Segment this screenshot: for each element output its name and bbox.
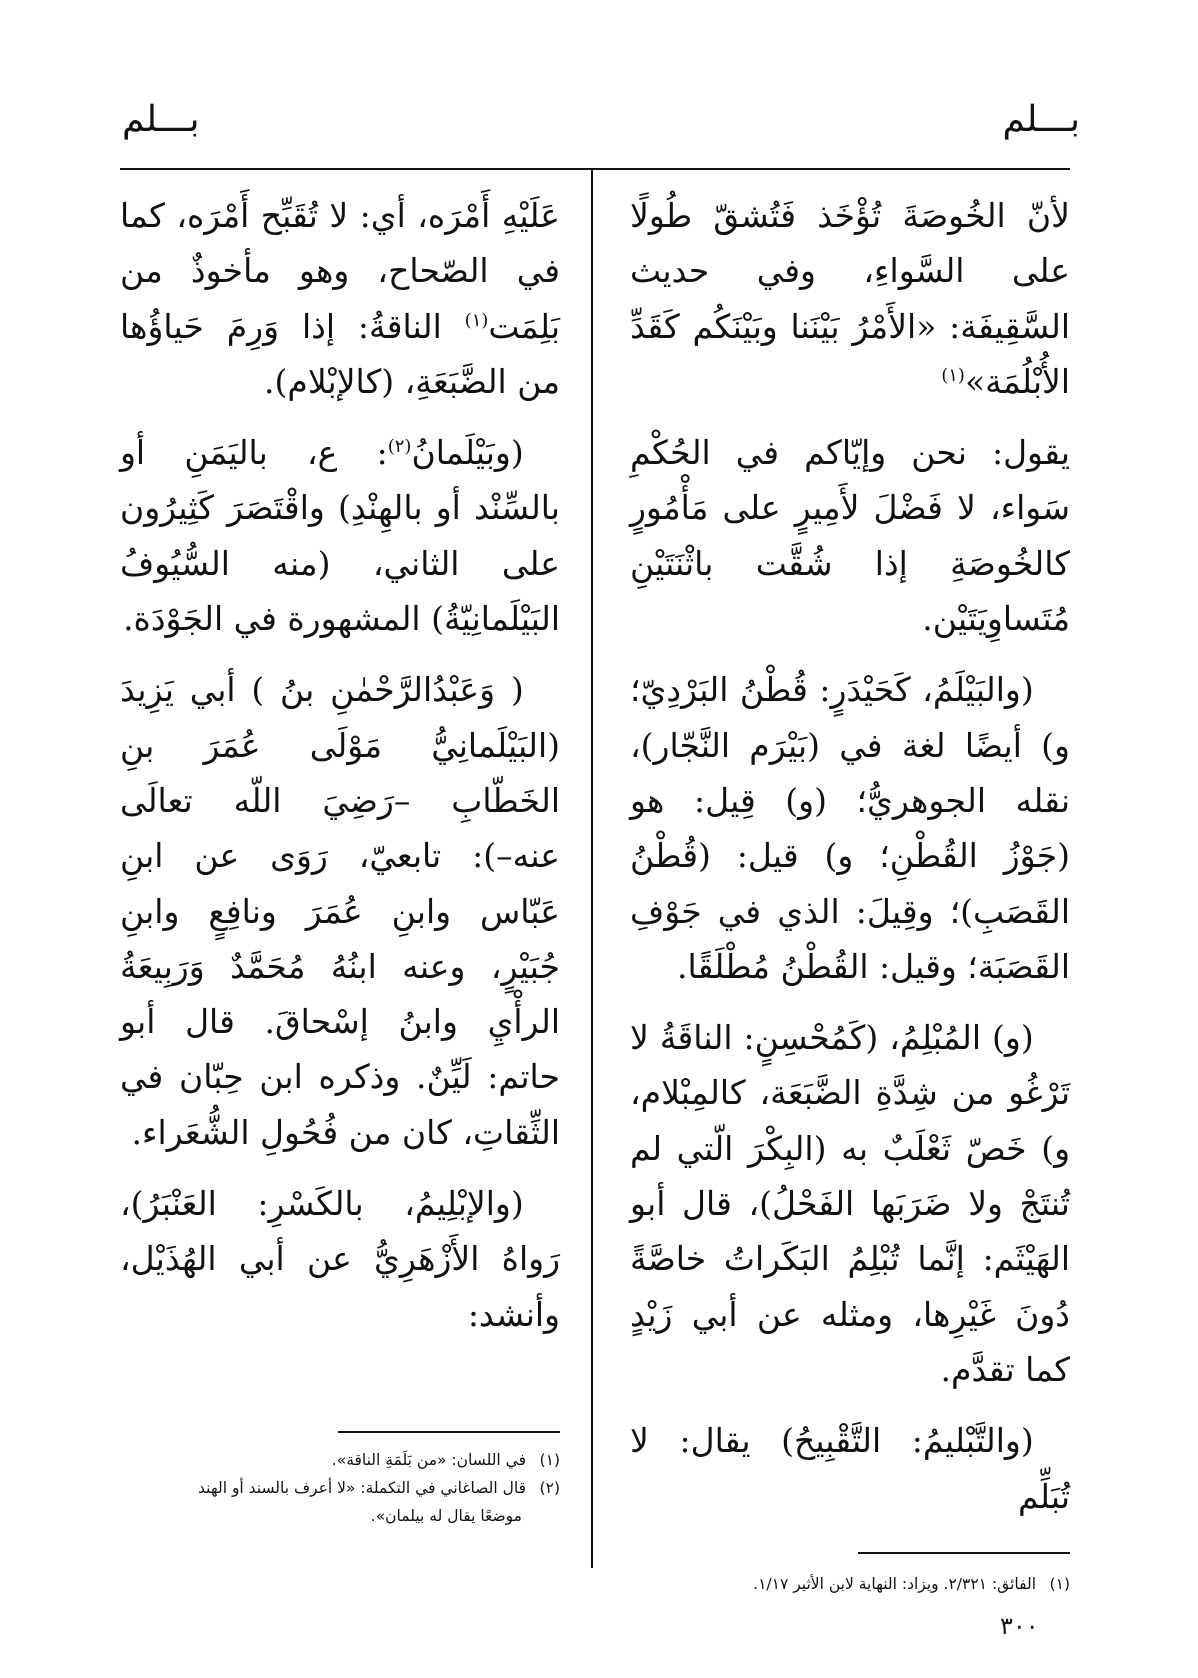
footnotes-left	[110, 1446, 560, 1530]
paragraph	[120, 425, 560, 646]
left-column	[120, 188, 560, 1358]
paragraph: (والبَيْلَمُ، كَحَيْدَرٍ: قُطْنُ البَرْدِيّ؛ و) أيضًا لغة في (بَيْرَم النَّجّار)، نقله الجوهريُّ؛ (و) قِيل: هو (جَوْزُ القُطْنِ؛ و) قيل: (قُطْنُ القَصَبِ)؛ وقِيلَ: الذي في جَوْفِ القَصَبَة؛ وقيل: القُطْنُ مُطْلَقًا.	[630, 670, 1070, 986]
footnote-number: (١)	[539, 1451, 560, 1469]
footnote-text: قال الصاغاني في التكملة: «لا أعرف بالسند أو الهند	[198, 1479, 526, 1497]
footnote	[630, 1570, 1070, 1598]
paragraph	[120, 188, 560, 409]
paragraph-text: (وبَيْلَمانُ	[411, 433, 524, 473]
footnote-text: في اللسان: «من بَلَمَةِ الناقة».	[331, 1451, 526, 1469]
footnote-text: الفائق: ٢/٣٢١. ويزاد: النهاية لابن الأثير ١/١٧.	[753, 1575, 1036, 1593]
paragraph: (والتَّبْليمُ: التَّقْبِيحُ) يقال: لا تُبَلِّم	[630, 1421, 1070, 1516]
paragraph-text: : ع، باليَمَنِ أو بالسِّنْد أو بالهِنْدِ) واقْتَصَرَ كَثِيرُون على الثاني، (منه السُّيُوفُ البَيْلَمانِيّةُ) المشهورة في الجَوْدَة.	[120, 433, 560, 639]
footnote-number: (١)	[1049, 1575, 1070, 1593]
page-number: ٣٠٠	[1000, 1612, 1039, 1640]
paragraph-text: عَلَيْهِ أَمْرَه، أي: لا تُقَبِّح أَمْرَه، كما في الصّحاح، وهو مأخوذٌ من بَلِمَت	[120, 196, 560, 346]
footnote-rule-left	[338, 1431, 560, 1433]
paragraph: يقول: نحن وإيّاكم في الحُكْمِ سَواء، لا فَضْلَ لأَمِيرٍ على مَأْمُورٍ كالخُوصَةِ إذا شُقَّت باثْنَتَيْنِ مُتَساوِيَتَيْن.	[630, 433, 1070, 639]
paragraph: ( وَعَبْدُالرَّحْمٰنِ بنُ ) أبي يَزِيدَ (البَيْلَمانِيُّ مَوْلَى عُمَرَ بنِ الخَطّابِ –رَضِيَ اللّه تعالَى عنه–): تابعيّ، رَوَى عن ابنِ عَبّاس وابنِ عُمَرَ ونافِعٍ وابنِ جُبَيْرٍ، وعنه ابنُهُ مُحَمَّدٌ وَرَبِيعَةُ الرأْيِ وابنُ إسْحاقَ. قال أبو حاتم: لَيِّنٌ. وذكره ابن حِبّان في الثِّقاتِ، كان من فُحُولِ الشُّعَراء.	[120, 670, 560, 1152]
paragraph-text: الناقةُ: إذا وَرِمَ حَياؤُها من الضَّبَعَةِ، (كالإبْلام).	[120, 306, 560, 401]
footnote-marker: (١)	[464, 309, 489, 331]
running-header-right: بـــلم	[1002, 99, 1080, 140]
paragraph: (والإبْلِيمُ، بالكَسْرِ: العَنْبَرُ)، رَواهُ الأَزْهَرِيُّ عن أبي الهُذَيْل، وأنشد:	[120, 1184, 560, 1334]
paragraph-text: لأنّ الخُوصَةَ تُؤْخَذ فَتُشقّ طُولًا على السَّواءِ، وفي حديث السَّقِيفَة: «الأَمْرُ بَيْنَنا وبَيْنَكُم كَقَدِّ الأُبْلُمَة»	[630, 196, 1070, 401]
paragraph: (و) المُبْلِمُ، (كَمُحْسِنٍ: الناقَةُ لا تَرْغُو من شِدَّةِ الضَّبَعَة، كالمِبْلام، و) خَصّ ثَعْلَبٌ به (البِكْرَ الّتي لم تُنتَجْ ولا ضَرَبَها الفَحْلُ)، قال أبو الهَيْثَم: إنَّما تُبْلِمُ البَكَراتُ خاصَّةً دُونَ غَيْرِها، ومثله عن أبي زَيْدٍ كما تقدَّم.	[630, 1018, 1070, 1389]
column-divider	[591, 168, 593, 1568]
footnotes-right	[630, 1570, 1070, 1598]
footnote	[110, 1474, 560, 1502]
footnote	[110, 1446, 560, 1474]
footnote-rule-right	[858, 1552, 1070, 1554]
right-column	[630, 188, 1070, 1540]
footnote-marker: (١)	[941, 364, 965, 386]
running-header-left: بـــلم	[122, 99, 200, 140]
footnote-number: (٢)	[539, 1479, 560, 1497]
header-rule	[120, 168, 1070, 170]
footnote-marker: (٢)	[387, 436, 412, 458]
paragraph	[630, 188, 1070, 409]
footnote-continuation: موضعًا يقال له بيلمان».	[370, 1507, 522, 1525]
